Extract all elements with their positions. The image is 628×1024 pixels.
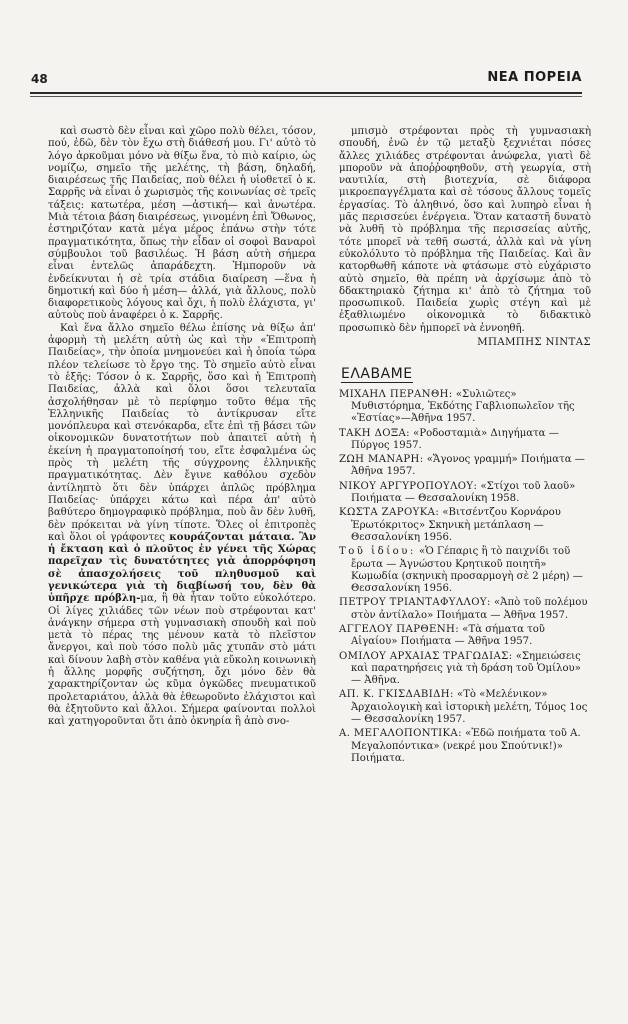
book-entry	[339, 624, 591, 649]
book-author: ΑΓΓΕΛΟΥ ΠΑΡΘΕΝΗ:	[339, 623, 460, 635]
book-entry	[339, 428, 591, 453]
book-author: ΤΑΚΗ ΔΟΞΑ:	[339, 427, 410, 439]
book-title: «Σημειώσεις καὶ παρατηρήσεις γιὰ τὴ δράση τοῦ Ὁμίλου» — Ἀθῆνα.	[351, 650, 581, 687]
received-books-list	[339, 389, 591, 766]
header-rule	[30, 92, 582, 94]
book-entry	[339, 597, 591, 622]
book-title: «Ἄγονος γραμμή» Ποιήματα — Ἀθῆνα 1957.	[351, 454, 585, 478]
header-rule-thin	[30, 96, 582, 97]
book-author: Α. ΜΕΓΑΛΟΠΟΝΤΙΚΑ:	[339, 728, 462, 740]
paragraph-2-end: μα, ἢ θὰ ἦταν τοῦτο εὐκολότερο. Οἱ λίγες χιλιάδες τῶν νέων ποὺ στρέφονται κατ' ἀνάγκην σήμερα στὴ γυμνασιακὴ σπουδὴ καὶ ποὺ μετὰ τὸ πέρας της μένουν κατὰ τὸ πλεῖστον ἄνεργοι, καὶ ποὺ τόσο πολὺ μᾶς χτυπᾶν στὸ μάτι καὶ δίνουν λαβὴ στὸν καθένα γιὰ εὔκολη κοινωνικὴ ἡ ἄλλης μορφῆς συζήτηση, ὄχι μόνο δὲν θὰ χαρακτηρίζονταν ὡς κῦμα ὀγκῶδες πνευματικοῦ προλεταριάτου, ἀλλὰ θὰ ἐθεωροῦνto ἐλάχιστοι καὶ θὰ ἐξητοῦντο καὶ ἄλλοι. Σήμερα φαίνονται πολλοὶ καὶ χατηγοροῦνται ὅτι ἀπὸ ὀκνηρία ἢ ἀπὸ σνο-	[48, 593, 316, 728]
book-entry	[339, 546, 591, 595]
book-title: «Βιτσέντζου Κορνάρου Ἐρωτόκριτος» Σκηνικὴ μετάπλαση — Θεσσαλονίκη 1956.	[351, 507, 561, 543]
book-title: «Ἀπὸ τοῦ πολέμου στὸν ἀντίλαλο» Ποιήματα — Ἀθῆνα 1957.	[351, 597, 588, 621]
book-entry	[339, 651, 591, 688]
book-author: ΠΕΤΡΟΥ ΤΡΙΑΝΤΑΦΥΛΛΟΥ:	[339, 597, 491, 609]
book-title: «Ροδοσταμιὰ» Διηγήματα — Πύργος 1957.	[351, 427, 559, 451]
paragraph-2-text: Καὶ ἕνα ἄλλο σημεῖο θέλω ἐπίσης νὰ θίξω ἀπ' ἀφορμὴ τὴ μελέτη αὐτὴ ὡς καὶ τὴν «Ἐπιτροπὴ Παιδείας», τὴν ὁποία μνημονεύει καὶ ἡ ὁποία τώρα πλέον τελείωσε τὸ ἔργο της. Τὸ σημεῖο αὐτὸ εἶναι τὸ ἑξῆς: Τόσον ὁ κ. Σαρρῆς, ὅσο καὶ ἡ Ἐπιτροπὴ Παιδείας, ἀλλὰ καὶ ὅλοι ὅσοι τελευταῖα ἀσχολήθησαν μὲ τὸ περίφημο τοῦτο θέμα τῆς Ἑλληνικῆς Παιδείας τὸ ἀντίκρυσαν εἴτε μονόπλευρα καὶ στενόκαρδα, εἴτε ἐπὶ τῇ βάσει τῶν οἰκονομικῶν δυνατοτήτων ποὺ ἀπαιτεῖ αὐτὴ ἡ ἐκείνη ἡ πραγματοποίησή του, εἴτε ἐσφαλμένα ὡς πρὸς τὴ μελέτη τῆς σύγχρονης ἑλληνικῆς πραγματικότητας. Δὲν ἔγινε καθόλου σχεδὸν ἀντίληπτὸ ὅτι δὲν ὑπάρχει ἁπλῶς πρόβλημα Παιδείας· ὑπάρχει κάτω καὶ πέρα ἀπ' αὐτὸ βαθύτερο δημογραφικὸ πρόβλημα, ποὺ ἂν δὲν λυθῆ, δὲν πρόκειται νὰ γίνη τίποτε. Ὅλες οἱ ἐπιτροπὲς καὶ ὅλοι οἱ γράφοντες	[48, 322, 316, 543]
book-entry	[339, 507, 591, 544]
author-signature: ΜΠΑΜΠΗΣ ΝΙΝΤΑΣ	[477, 336, 591, 349]
paragraph-1: καὶ σωστὸ δὲν εἶναι καὶ χῶρο πολὺ θέλει, τόσον, πού, ἐδῶ, δὲν τὸν ἔχω στὴ διάθεσή μου. Γι' αὐτὸ τὸ λόγο ἀρκοῦμαι μόνο νὰ θίξω ἕνα, τὸ πιὸ καίριο, ὡς νομίζω, σημεῖο τῆς μελέτης, τὴ βάση, δηλαδή, διαιρέσεως τῆς Παιδείας, ποὺ θέλει ἡ υἱοθετεῖ ὁ κ. Σαρρῆς νὰ εἶναι ὁ χωρισμὸς τῆς κοινωνίας σὲ τρεῖς τάξεις: κατωτέρα, μέση —ἀστική— καὶ ἀνωτέρα. Μιὰ τέτοια βάση διαιρέσεως, γινομένη ἐπὶ Ὄθωνος, ἐστηριζόταν κατὰ μέγα μέρος ἐπάνω στὴν τότε πραγματικότητα, ὅπως τὴν εἶδαν οἱ σοφοὶ Βαναροὶ σύμβουλοι τοῦ βασιλέως. Ἡ βάση αὐτὴ σήμερα εἶναι ἐντελῶς ἀπαράδεχτη. Ἠμποροῦν νὰ ἐνδείκνυται ἡ σὲ τρία στάδια διαίρεση —ἕνα ἡ δημοτική καὶ δύο ἡ μέση— ἀλλά, γιὰ ἄλλους, πολὺ διαφορετικοὺς λόγους καὶ ὄχι, ἡ πολὺ ἐλάχιστα, γι' αὐτοὺς ποὺ ἀναφέρει ὁ κ. Σαρρῆς.	[48, 126, 316, 322]
paragraph-2	[48, 323, 316, 729]
book-author: Τοῦ ἰδίου:	[339, 546, 416, 558]
section-title: ΕΛΑΒΑΜΕ	[341, 366, 413, 383]
book-author: ΜΙΧΑΗΛ ΠΕΡΑΝΘΗ:	[339, 388, 453, 400]
bold-passage: κουράζονται μάταια. Ἂν ἡ ἔκταση καὶ ὁ πλοῦτος ἐν γένει τῆς Χώρας παρεῖχαν τὶς δυνατότητες γιὰ ἀπορρόφηση σὲ ἀπασχολήσεις τοῦ πληθυσμοῦ καὶ γενικώτερα γιὰ τὴ διαβίωσή του, δὲν θὰ ὑπῆρχε πρόβλη-	[48, 531, 316, 605]
book-author: ΚΩΣΤΑ ΖΑΡΟΥΚΑ:	[339, 507, 440, 519]
book-entry	[339, 728, 591, 765]
left-column	[48, 126, 316, 729]
running-head: ΝΕΑ ΠΟΡΕΙΑ	[487, 70, 582, 85]
book-title: «Ὁ Γέπαρις ἢ τὸ παιχνίδι τοῦ ἔρωτα — Ἀγνώστου Κρητικοῦ ποιητῆ» Κωμωδία (σκηνικὴ προσαρμογὴ σὲ 2 μέρη) — Θεσσαλονίκη 1956.	[351, 546, 583, 595]
book-title: «Στίχοι τοῦ λαοῦ» Ποιήματα — Θεσσαλονίκη 1958.	[351, 480, 576, 505]
book-author: ΖΩΗ ΜΑΝΑΡΗ:	[339, 454, 424, 466]
book-entry	[339, 454, 591, 479]
book-entry	[339, 481, 591, 506]
right-column	[339, 126, 591, 767]
book-title: «Ἐδῶ ποιήματα τοῦ Α. Μεγαλοπόντικα» (νεκρέ μου Σπούτνικ!)» Ποιήματα.	[351, 728, 581, 764]
book-title: «Συλιῶτες» Μυθιστόρημα, Ἐκδότης Γαβλιοπωλεῖον τῆς «Ἑστίας»—Ἀθῆνα 1957.	[351, 388, 575, 425]
book-title: «Τὸ «Μελένικον» Ἀρχαιολογικὴ καὶ ἱστορικὴ μελέτη, Τόμος 1ος — Θεσσαλονίκη 1957.	[351, 689, 588, 726]
book-entry	[339, 389, 591, 426]
book-author: ΟΜΙΛΟΥ ΑΡΧΑΙΑΣ ΤΡΑΓΩΔΙΑΣ:	[339, 650, 513, 662]
page-number: 48	[31, 72, 48, 86]
book-author: ΝΙΚΟΥ ΑΡΓΥΡΟΠΟΥΛΟΥ:	[339, 480, 478, 492]
paragraph-3: μπισμὸ στρέφονται πρὸς τὴ γυμνασιακὴ σπουδή, ἐνῶ ἐν τῷ μεταξὺ ξεχνιέται πόσες ἄλλες χιλιάδες στρέφονται ἀνώφελα, γιατὶ δὲ μποροῦν νὰ ἀποῤῥοφηθοῦν, στὴ γεωργία, στὴ ναυτιλία, στὴ βιοτεχνία, σὲ διάφορα μικροεπαγγέλματα καὶ σὲ τόσους ἄλλους τομεῖς ἐργασίας. Τὸ ἀληθινό, ὅσο καὶ λυπηρὸ εἶναι ἡ μᾶς περισσεύει ἐνέργεια. Ὅταν καταστῆ δυνατὸ νὰ λυθῆ τὸ πρόβλημα τῆς περισσείας αὐτῆς, τότε μπορεῖ νὰ τεθῆ σωστά, ἀλλὰ καὶ νὰ γίνη εὐκολόλυτο τὸ πρόβλημα τῆς Παιδείας. Καὶ ἂν κατορθωθῆ κάποτε νὰ φτάσωμε στὸ εὐχάριστο αὐτὸ σημεῖο, θὰ πρέπη νὰ ἀρχίσωμε ἀπὸ τὸ δδακτηριακὸ ζήτημα κι' ἀπὸ τὸ ζήτημα τοῦ προσωπικοῦ. Παιδεία χωρὶς στέγη καὶ μὲ ἐξαθλιωμένο οἰκονομικὰ τὸ διδακτικὸ προσωπικὸ δὲν ἠμπορεῖ νὰ ἐννοηθῆ.	[339, 126, 591, 334]
book-entry	[339, 689, 591, 726]
book-title: «Τὰ σήματα τοῦ Αἰγαίου» Ποιήματα — Ἀθῆνα 1957.	[351, 623, 545, 648]
book-author: ΑΠ. Κ. ΓΚΙΣΔΑΒΙΔΗ:	[339, 689, 454, 701]
